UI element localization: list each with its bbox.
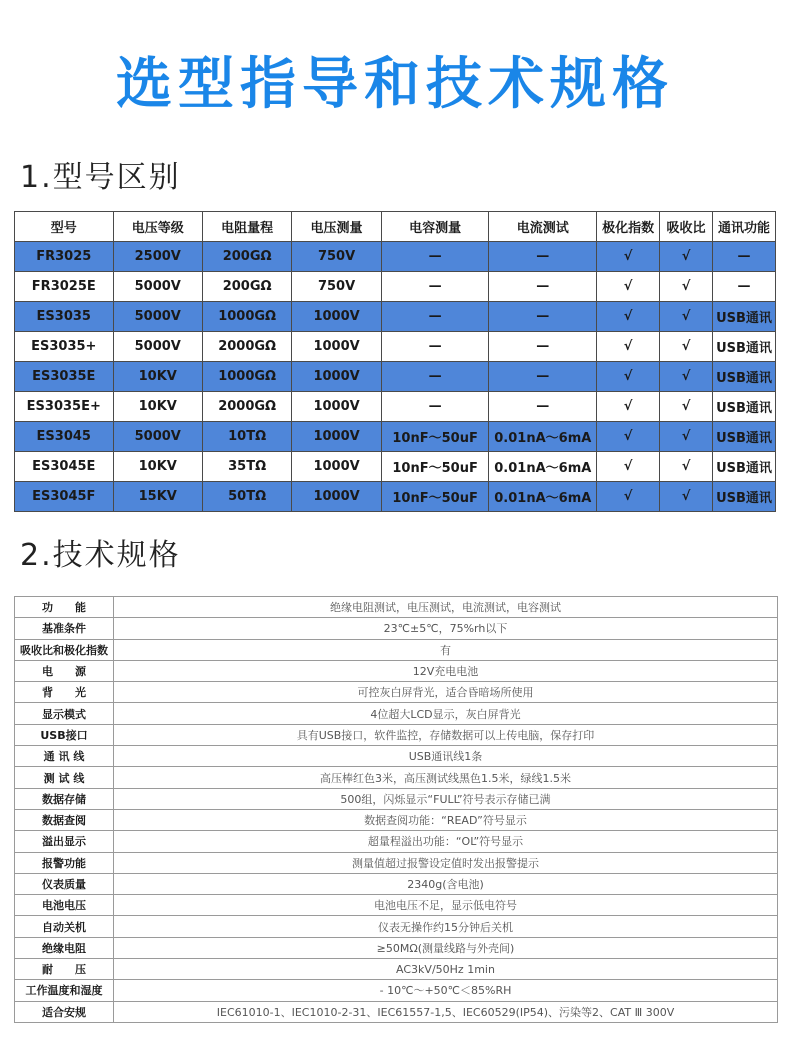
spec-label: 功 能 xyxy=(15,597,114,618)
cell-absorption-ratio: √ xyxy=(660,302,713,332)
spec-value: 23℃±5℃，75%rh以下 xyxy=(114,618,778,639)
spec-value: 2340g(含电池) xyxy=(114,873,778,894)
spec-label: 背 光 xyxy=(15,682,114,703)
cell-model: ES3045F xyxy=(15,482,114,512)
spec-row-comm-cable xyxy=(15,746,778,767)
spec-value: 可控灰白屏背光，适合昏暗场所使用 xyxy=(114,682,778,703)
cell-current: — xyxy=(489,302,597,332)
model-comparison-table xyxy=(14,211,776,512)
cell-voltage-level: 10KV xyxy=(113,392,202,422)
cell-capacitance: 10nF～50uF xyxy=(381,422,489,452)
cell-voltage-level: 10KV xyxy=(113,452,202,482)
spec-label: 吸收比和极化指数 xyxy=(15,639,114,660)
spec-value: 测量值超过报警设定值时发出报警提示 xyxy=(114,852,778,873)
spec-label: 报警功能 xyxy=(15,852,114,873)
spec-row-operating-conditions xyxy=(15,980,778,1001)
cell-model: FR3025E xyxy=(15,272,114,302)
cell-absorption-ratio: √ xyxy=(660,242,713,272)
header-polarization-index: 极化指数 xyxy=(597,212,660,242)
spec-row-auto-power-off xyxy=(15,916,778,937)
cell-voltage-measurement: 1000V xyxy=(292,482,381,512)
cell-model: ES3045E xyxy=(15,452,114,482)
page-title: 选型指导和技术规格 xyxy=(116,52,674,117)
spec-label: USB接口 xyxy=(15,724,114,745)
cell-current: — xyxy=(489,392,597,422)
cell-resistance-range: 50TΩ xyxy=(202,482,291,512)
spec-row-power xyxy=(15,660,778,681)
cell-current: 0.01nA～6mA xyxy=(489,482,597,512)
cell-resistance-range: 200GΩ xyxy=(202,242,291,272)
cell-communication: USB通讯 xyxy=(712,392,775,422)
cell-polarization-index: √ xyxy=(597,362,660,392)
cell-capacitance: 10nF～50uF xyxy=(381,482,489,512)
spec-label: 数据存储 xyxy=(15,788,114,809)
spec-row-battery-voltage xyxy=(15,895,778,916)
cell-model: ES3035+ xyxy=(15,332,114,362)
cell-communication: USB通讯 xyxy=(712,422,775,452)
cell-absorption-ratio: √ xyxy=(660,272,713,302)
header-capacitance-measurement: 电容测量 xyxy=(381,212,489,242)
header-resistance-range: 电阻量程 xyxy=(202,212,291,242)
cell-polarization-index: √ xyxy=(597,422,660,452)
table-row xyxy=(15,482,776,512)
section-title-tech-specs: 2.技术规格 xyxy=(20,538,181,573)
cell-voltage-measurement: 1000V xyxy=(292,302,381,332)
cell-capacitance: — xyxy=(381,272,489,302)
spec-value: AC3kV/50Hz 1min xyxy=(114,959,778,980)
cell-current: — xyxy=(489,242,597,272)
cell-voltage-level: 5000V xyxy=(113,302,202,332)
header-voltage-measurement: 电压测量 xyxy=(292,212,381,242)
table-row xyxy=(15,332,776,362)
cell-polarization-index: √ xyxy=(597,392,660,422)
cell-polarization-index: √ xyxy=(597,482,660,512)
cell-model: ES3035E+ xyxy=(15,392,114,422)
cell-absorption-ratio: √ xyxy=(660,362,713,392)
header-voltage-level: 电压等级 xyxy=(113,212,202,242)
spec-value: 数据查阅功能：“READ”符号显示 xyxy=(114,809,778,830)
cell-resistance-range: 1000GΩ xyxy=(202,362,291,392)
spec-row-data-storage xyxy=(15,788,778,809)
model-table-header-row xyxy=(15,212,776,242)
spec-row-overflow-display xyxy=(15,831,778,852)
table-row xyxy=(15,302,776,332)
spec-label: 电 源 xyxy=(15,660,114,681)
section-title-model-differences: 1.型号区别 xyxy=(20,160,181,195)
spec-label: 电池电压 xyxy=(15,895,114,916)
spec-row-weight xyxy=(15,873,778,894)
cell-model: ES3035E xyxy=(15,362,114,392)
cell-resistance-range: 2000GΩ xyxy=(202,332,291,362)
cell-absorption-ratio: √ xyxy=(660,482,713,512)
cell-voltage-measurement: 1000V xyxy=(292,362,381,392)
cell-communication: USB通讯 xyxy=(712,362,775,392)
header-communication: 通讯功能 xyxy=(712,212,775,242)
spec-label: 溢出显示 xyxy=(15,831,114,852)
cell-polarization-index: √ xyxy=(597,332,660,362)
spec-value: 500组，闪烁显示“FULL”符号表示存储已满 xyxy=(114,788,778,809)
spec-table xyxy=(14,596,778,1023)
spec-label: 耐 压 xyxy=(15,959,114,980)
cell-capacitance: — xyxy=(381,242,489,272)
spec-label: 工作温度和湿度 xyxy=(15,980,114,1001)
spec-label: 绝缘电阻 xyxy=(15,937,114,958)
cell-polarization-index: √ xyxy=(597,302,660,332)
cell-resistance-range: 2000GΩ xyxy=(202,392,291,422)
spec-label: 适合安规 xyxy=(15,1001,114,1022)
cell-current: — xyxy=(489,362,597,392)
spec-value: 超量程溢出功能：“OL”符号显示 xyxy=(114,831,778,852)
spec-value: 4位超大LCD显示，灰白屏背光 xyxy=(114,703,778,724)
spec-row-backlight xyxy=(15,682,778,703)
cell-voltage-measurement: 1000V xyxy=(292,332,381,362)
cell-model: ES3035 xyxy=(15,302,114,332)
spec-value: 仪表无操作约15分钟后关机 xyxy=(114,916,778,937)
cell-absorption-ratio: √ xyxy=(660,422,713,452)
spec-row-data-review xyxy=(15,809,778,830)
spec-value: ≥50MΩ(测量线路与外壳间) xyxy=(114,937,778,958)
cell-communication: USB通讯 xyxy=(712,482,775,512)
spec-row-alarm xyxy=(15,852,778,873)
spec-label: 测 试 线 xyxy=(15,767,114,788)
spec-value: IEC61010-1、IEC1010-2-31、IEC61557-1,5、IEC60529(IP54)、污染等2、CAT Ⅲ 300V xyxy=(114,1001,778,1022)
spec-value: 高压棒红色3米，高压测试线黑色1.5米，绿线1.5米 xyxy=(114,767,778,788)
cell-voltage-measurement: 1000V xyxy=(292,452,381,482)
spec-label: 显示模式 xyxy=(15,703,114,724)
cell-voltage-level: 5000V xyxy=(113,422,202,452)
cell-model: FR3025 xyxy=(15,242,114,272)
spec-row-reference-conditions xyxy=(15,618,778,639)
header-model: 型号 xyxy=(15,212,114,242)
cell-current: 0.01nA～6mA xyxy=(489,452,597,482)
table-row xyxy=(15,392,776,422)
spec-row-insulation-resistance xyxy=(15,937,778,958)
cell-voltage-measurement: 750V xyxy=(292,242,381,272)
spec-row-absorption-polarization xyxy=(15,639,778,660)
cell-voltage-level: 15KV xyxy=(113,482,202,512)
table-row xyxy=(15,422,776,452)
cell-resistance-range: 200GΩ xyxy=(202,272,291,302)
cell-polarization-index: √ xyxy=(597,452,660,482)
cell-communication: — xyxy=(712,272,775,302)
spec-row-test-leads xyxy=(15,767,778,788)
spec-row-usb-interface xyxy=(15,724,778,745)
spec-row-display-mode xyxy=(15,703,778,724)
table-row xyxy=(15,272,776,302)
spec-value: USB通讯线1条 xyxy=(114,746,778,767)
spec-value: 12V充电电池 xyxy=(114,660,778,681)
spec-label: 仪表质量 xyxy=(15,873,114,894)
cell-resistance-range: 10TΩ xyxy=(202,422,291,452)
spec-value: 具有USB接口，软件监控，存储数据可以上传电脑，保存打印 xyxy=(114,724,778,745)
cell-communication: — xyxy=(712,242,775,272)
table-row xyxy=(15,452,776,482)
spec-value: 电池电压不足，显示低电符号 xyxy=(114,895,778,916)
header-absorption-ratio: 吸收比 xyxy=(660,212,713,242)
cell-capacitance: — xyxy=(381,302,489,332)
cell-resistance-range: 35TΩ xyxy=(202,452,291,482)
cell-communication: USB通讯 xyxy=(712,452,775,482)
cell-voltage-level: 2500V xyxy=(113,242,202,272)
header-current-test: 电流测试 xyxy=(489,212,597,242)
spec-row-safety-standards xyxy=(15,1001,778,1022)
cell-capacitance: — xyxy=(381,392,489,422)
cell-current: — xyxy=(489,272,597,302)
cell-capacitance: — xyxy=(381,362,489,392)
cell-absorption-ratio: √ xyxy=(660,332,713,362)
cell-capacitance: — xyxy=(381,332,489,362)
cell-capacitance: 10nF～50uF xyxy=(381,452,489,482)
cell-voltage-measurement: 1000V xyxy=(292,422,381,452)
spec-label: 通 讯 线 xyxy=(15,746,114,767)
cell-model: ES3045 xyxy=(15,422,114,452)
table-row xyxy=(15,362,776,392)
cell-voltage-level: 5000V xyxy=(113,332,202,362)
cell-voltage-level: 10KV xyxy=(113,362,202,392)
cell-resistance-range: 1000GΩ xyxy=(202,302,291,332)
cell-current: 0.01nA～6mA xyxy=(489,422,597,452)
spec-value: 绝缘电阻测试，电压测试，电流测试，电容测试 xyxy=(114,597,778,618)
cell-absorption-ratio: √ xyxy=(660,452,713,482)
cell-polarization-index: √ xyxy=(597,242,660,272)
cell-polarization-index: √ xyxy=(597,272,660,302)
spec-label: 基准条件 xyxy=(15,618,114,639)
cell-current: — xyxy=(489,332,597,362)
spec-label: 数据查阅 xyxy=(15,809,114,830)
spec-label: 自动关机 xyxy=(15,916,114,937)
cell-communication: USB通讯 xyxy=(712,332,775,362)
cell-communication: USB通讯 xyxy=(712,302,775,332)
table-row xyxy=(15,242,776,272)
spec-row-function xyxy=(15,597,778,618)
cell-absorption-ratio: √ xyxy=(660,392,713,422)
cell-voltage-measurement: 750V xyxy=(292,272,381,302)
spec-value: - 10℃～+50℃＜85%RH xyxy=(114,980,778,1001)
spec-value: 有 xyxy=(114,639,778,660)
cell-voltage-measurement: 1000V xyxy=(292,392,381,422)
spec-row-withstand-voltage xyxy=(15,959,778,980)
cell-voltage-level: 5000V xyxy=(113,272,202,302)
